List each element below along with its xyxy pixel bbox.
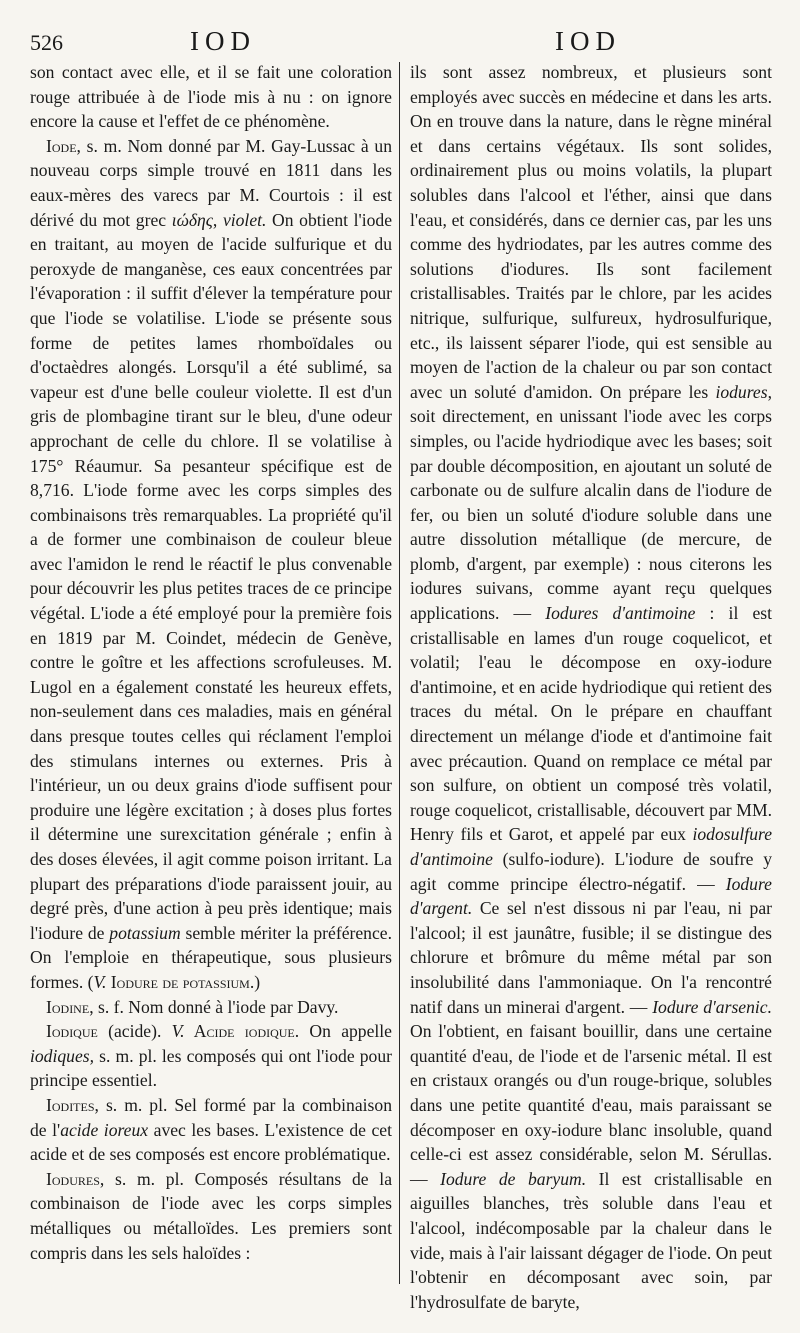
entry-text: Composés résultans de la combinaison de l'iode avec les corps simples métalliques ou métalloïdes. Les premiers sont compris dans les sels haloïdes :	[30, 1168, 393, 1263]
headword-iodique: Iodique	[46, 1021, 98, 1042]
headword-iodine: Iodine	[46, 996, 90, 1017]
right-column	[410, 60, 772, 1314]
italic-term: potassium	[109, 922, 181, 943]
headword-iodures: Iodures	[46, 1168, 100, 1189]
running-head-left: IOD	[190, 26, 256, 56]
entry-text: .)	[249, 971, 261, 992]
entry-iodique	[30, 1019, 392, 1093]
entry-iodine	[30, 995, 392, 1020]
entry-iodures	[30, 1167, 392, 1265]
grammar-iodures: , s. m. pl.	[99, 1168, 184, 1189]
continuation-paragraph: son contact avec elle, et il se fait une coloration rouge attribuée à de l'iode mis à nu : on ignore encore la cause et l'effet de ce phénomène.	[30, 62, 392, 132]
subentry-iodure-antimoine: Iodures d'antimoine	[545, 603, 696, 624]
italic-term: acide ioreux	[60, 1119, 149, 1140]
subentry-iodure-arsenic: Iodure d'arsenic.	[652, 996, 773, 1017]
entry-text: : il est cristallisable en lames d'un rouge coquelicot, et volatil; l'eau le décompose en oxy-iodure d'antimoine, et en acide hydriodique qui retient des traces du métal. On le prépare en chauffant directement un mélange d'iode et d'antimoine fait avec précaution. Quand on remplace ce métal par son sulfure, on obtient un composé très volatil, rouge coquelicot, cristallisable, découvert par MM. Henry fils et Garot, et appelé par eux	[410, 603, 772, 845]
page-header	[0, 26, 800, 60]
separator: ,	[212, 209, 223, 230]
italic-term: violet.	[222, 209, 267, 230]
greek-word: ιώδης	[171, 209, 213, 230]
entry-text: On obtient l'iode en traitant, au moyen de l'acide sulfurique et du peroxyde de manganèse, ces eaux concentrées par l'évaporation : il suffit d'élever la température pour que l'iode se volatilise. L'iode se présente sous forme de petites lames rhomboïdales ou d'octaèdres alongés. Lorsqu'il a été sublimé, sa vapeur est d'une belle couleur violette. Il est d'un gris de plombagine tirant sur le bleu, d'une odeur approchant de celle du chlore. Il se volatilise à 175° Réaumur. Sa pesanteur spécifique est de 8,716. L'iode forme avec les corps simples des combinaisons très remarquables. La propriété qu'il a de former une combinaison de couleur bleue avec l'amidon le rend le réactif le plus convenable pour découvrir les plus petites traces de ce principe végétal. L'iode a été employé pour la première fois en 1819 par M. Coindet, médecin de Genève, contre le goître et les affections scrofuleuses. M. Lugol en a également constaté les heureux effets, non-seulement dans ces maladies, mais en général dans presque toutes celles qui réclament l'emploi des stimulans internes ou externes. Pris à l'intérieur, un ou deux grains d'iode suffisent pour produire une légère excitation ; à doses plus fortes il détermine une surexcitation générale ; enfin à des doses élevées, il agit comme poison irritant. La plupart des préparations d'iode paraissent jouir, au degré près, d'une action à peu près identique; mais l'iodure de	[30, 209, 393, 943]
see-reference: V.	[93, 971, 107, 992]
italic-term: iodures	[715, 381, 768, 402]
left-column	[30, 60, 392, 1265]
cross-reference: Acide iodique	[184, 1021, 295, 1042]
entry-text: semble mériter la préférence. On l'emploie en thérapeutique, sous plusieurs formes. (	[30, 922, 392, 992]
headword-iode: Iode	[46, 135, 77, 156]
italic-term: iodiques,	[30, 1045, 95, 1066]
page-number: 526	[30, 30, 63, 55]
entry-text: , soit directement, en unissant l'iode avec les corps simples, ou l'acide hydriodique avec les bases; soit par double décomposition, en ajoutant un soluté de carbonate ou de sulfure alcalin dans de l'iodure de fer, ou bien un soluté d'iodure soluble dans une autre dissolution métallique (de mercure, de plomb, d'argent, par exemple) : nous citerons les iodures suivans, comme ayant reçu quelques applications. —	[410, 381, 772, 624]
entry-text: (sulfo-iodure). L'iodure de soufre y agit comme principe électro-négatif. —	[410, 849, 772, 894]
entry-iodites	[30, 1093, 392, 1167]
entry-iode	[30, 134, 392, 995]
entry-text: On l'obtient, en faisant bouillir, dans une certaine quantité d'eau, de l'iode et de l'arsenic métal. Il est en cristaux orangés ou d'un rouge-brique, solubles dans une petite quantité d'eau, mais paraissant se décomposer en oxy-iodure blanc insoluble, quand celle-ci est assez considérable, selon M. Sérullas. —	[410, 1021, 772, 1189]
italic-term: iodosulfure d'antimoine	[410, 824, 772, 869]
entry-text: Ce sel n'est dissous ni par l'eau, ni par l'alcool; il est jaunâtre, fusible; il se distingue des chlorure et brômure du même métal par son insolubilité dans l'ammoniaque. On l'a rencontré natif dans un minerai d'argent. —	[410, 898, 772, 1017]
entry-text: avec les bases. L'existence de cet acide et de ses composés est encore problématique.	[30, 1119, 392, 1165]
grammar-iodites: , s. m. pl.	[94, 1094, 168, 1115]
entry-text: (acide).	[97, 1021, 172, 1042]
entry-text: s. m. pl. les composés qui ont l'iode pour principe essentiel.	[30, 1045, 392, 1091]
entry-text: Nom donné par M. Gay-Lussac à un nouveau corps simple trouvé en 1811 dans les eaux-mères des varecs par M. Courtois : il est dérivé du mot grec	[30, 135, 392, 230]
entry-text: ils sont assez nombreux, et plusieurs sont employés avec succès en médecine et dans les arts. On en trouve dans la nature, dans le règne minéral et dans certains végétaux. Ils sont solides, ordinairement plus ou moins volatils, la plupart solubles dans l'alcool et l'éther, ainsi que dans l'eau, et considérés, dans ce dernier cas, par les uns comme des hydriodates, par les autres comme des solutions d'iodures. Ils sont facilement cristallisables. Traités par le chlore, par les acides nitrique, sulfurique, sulfureux, hydrosulfurique, etc., ils laissent séparer l'iode, qui est sensible au moyen de l'action de la chaleur ou par son contact avec un soluté d'amidon. On prépare les	[410, 62, 772, 402]
see-reference: V.	[171, 1021, 185, 1042]
column-rule	[399, 62, 400, 1284]
running-head-right: IOD	[555, 26, 621, 56]
grammar-iodine: , s. f.	[89, 996, 124, 1017]
entry-text: Nom donné à l'iode par Davy.	[123, 996, 339, 1017]
entry-iodures-continued	[410, 60, 772, 1314]
subentry-iodure-argent: Iodure d'argent.	[410, 873, 772, 919]
entry-text: Il est cristallisable en aiguilles blanches, très soluble dans l'eau et l'alcool, indécomposable par la chaleur dans le vide, mais à l'air laissant dégager de l'iode. On peut l'obtenir en décomposant avec soin, par l'hydrosulfate de baryte,	[410, 1168, 772, 1312]
entry-text: . On appelle	[294, 1021, 392, 1042]
entry-text: Sel formé par la combinaison de l'	[30, 1094, 392, 1140]
headword-iodites: Iodites	[46, 1094, 95, 1115]
cross-reference: Iodure de potassium	[106, 971, 250, 992]
subentry-iodure-baryum: Iodure de baryum.	[440, 1168, 587, 1189]
grammar-iode: , s. m.	[76, 135, 122, 156]
